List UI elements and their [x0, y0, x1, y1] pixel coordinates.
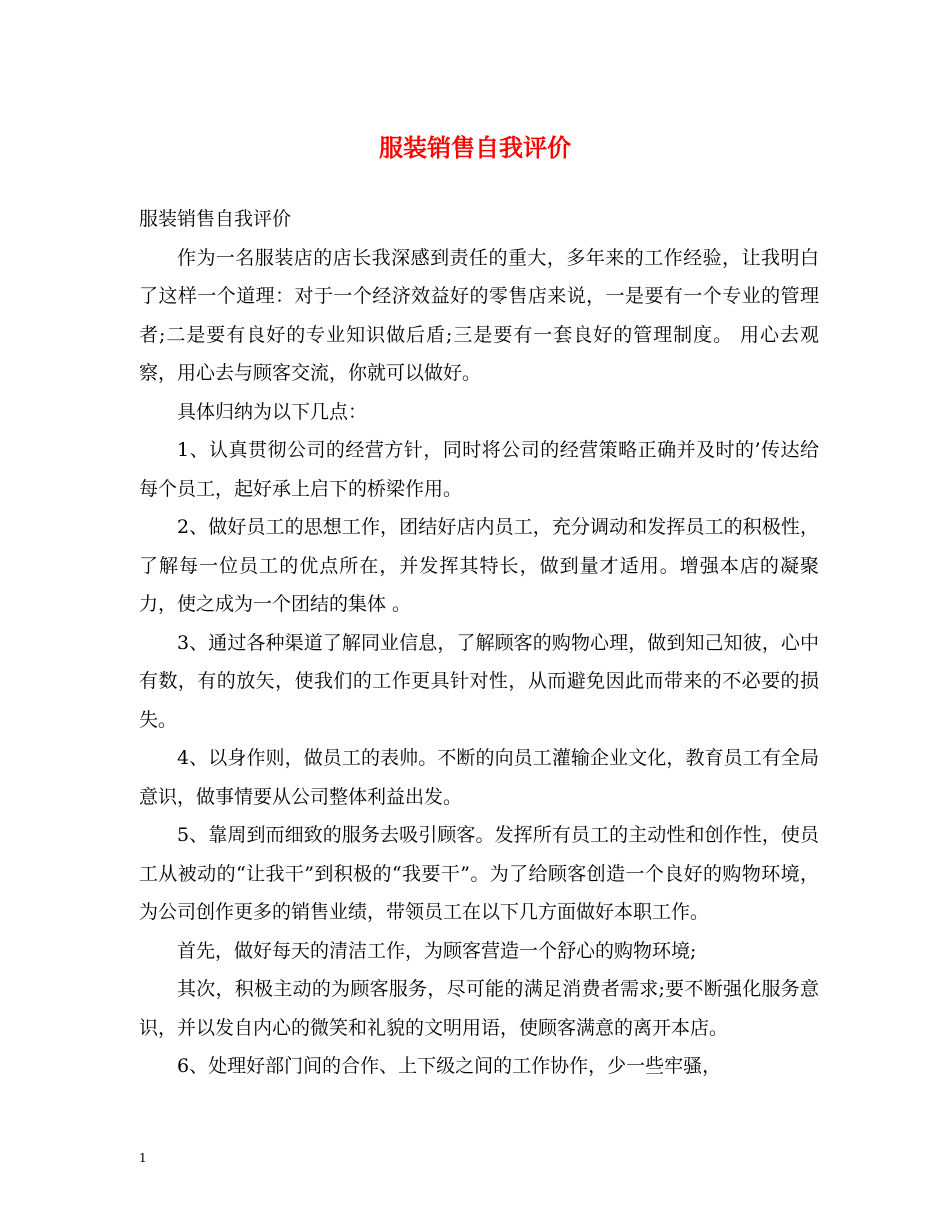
document-title: 服装销售自我评价 — [379, 133, 571, 162]
intro-paragraph: 作为一名服装店的店长我深感到责任的重大，多年来的工作经验，让我明白了这样一个道理：对于一个经济效益好的零售店来说，一是要有一个专业的管理者;二是要有良好的专业知识做后盾;三是要有一套良好的管理制度。 用心去观察，用心去与顾客交流，你就可以做好。 — [139, 246, 819, 384]
second-step-paragraph: 其次，积极主动的为顾客服务，尽可能的满足消费者需求;要不断强化服务意识，并以发自内心的微笑和礼貌的文明用语，使顾客满意的离开本店。 — [139, 978, 819, 1039]
subtitle-paragraph: 服装销售自我评价 — [139, 208, 292, 230]
point-6-paragraph: 6、处理好部门间的合作、上下级之间的工作协作，少一些牢骚， — [177, 1055, 722, 1077]
point-1-paragraph: 1、认真贯彻公司的经营方针，同时将公司的经营策略正确并及时的’传达给每个员工，起好承上启下的桥梁作用。 — [139, 439, 819, 500]
point-5-paragraph: 5、靠周到而细致的服务去吸引顾客。发挥所有员工的主动性和创作性，使员工从被动的“让我干”到积极的“我要干”。为了给顾客创造一个良好的购物环境，为公司创作更多的销售业绩，带领员工在以下几方面做好本职工作。 — [139, 824, 819, 923]
point-3-paragraph: 3、通过各种渠道了解同业信息，了解顾客的购物心理，做到知己知彼，心中有数，有的放矢，使我们的工作更具针对性，从而避免因此而带来的不必要的损失。 — [139, 631, 819, 731]
point-4-paragraph: 4、以身作则，做员工的表帅。不断的向员工灌输企业文化，教育员工有全局意识，做事情要从公司整体利益出发。 — [139, 747, 819, 808]
page-number: 1 — [139, 1151, 147, 1165]
summary-paragraph: 具体归纳为以下几点： — [177, 400, 368, 423]
document-body — [139, 200, 819, 1086]
point-2-paragraph: 2、做好员工的思想工作，团结好店内员工，充分调动和发挥员工的积极性，了解每一位员工的优点所在，并发挥其特长，做到量才适用。增强本店的凝聚力，使之成为一个团结的集体 。 — [139, 516, 819, 615]
first-step-paragraph: 首先，做好每天的清洁工作，为顾客营造一个舒心的购物环境; — [177, 939, 697, 962]
